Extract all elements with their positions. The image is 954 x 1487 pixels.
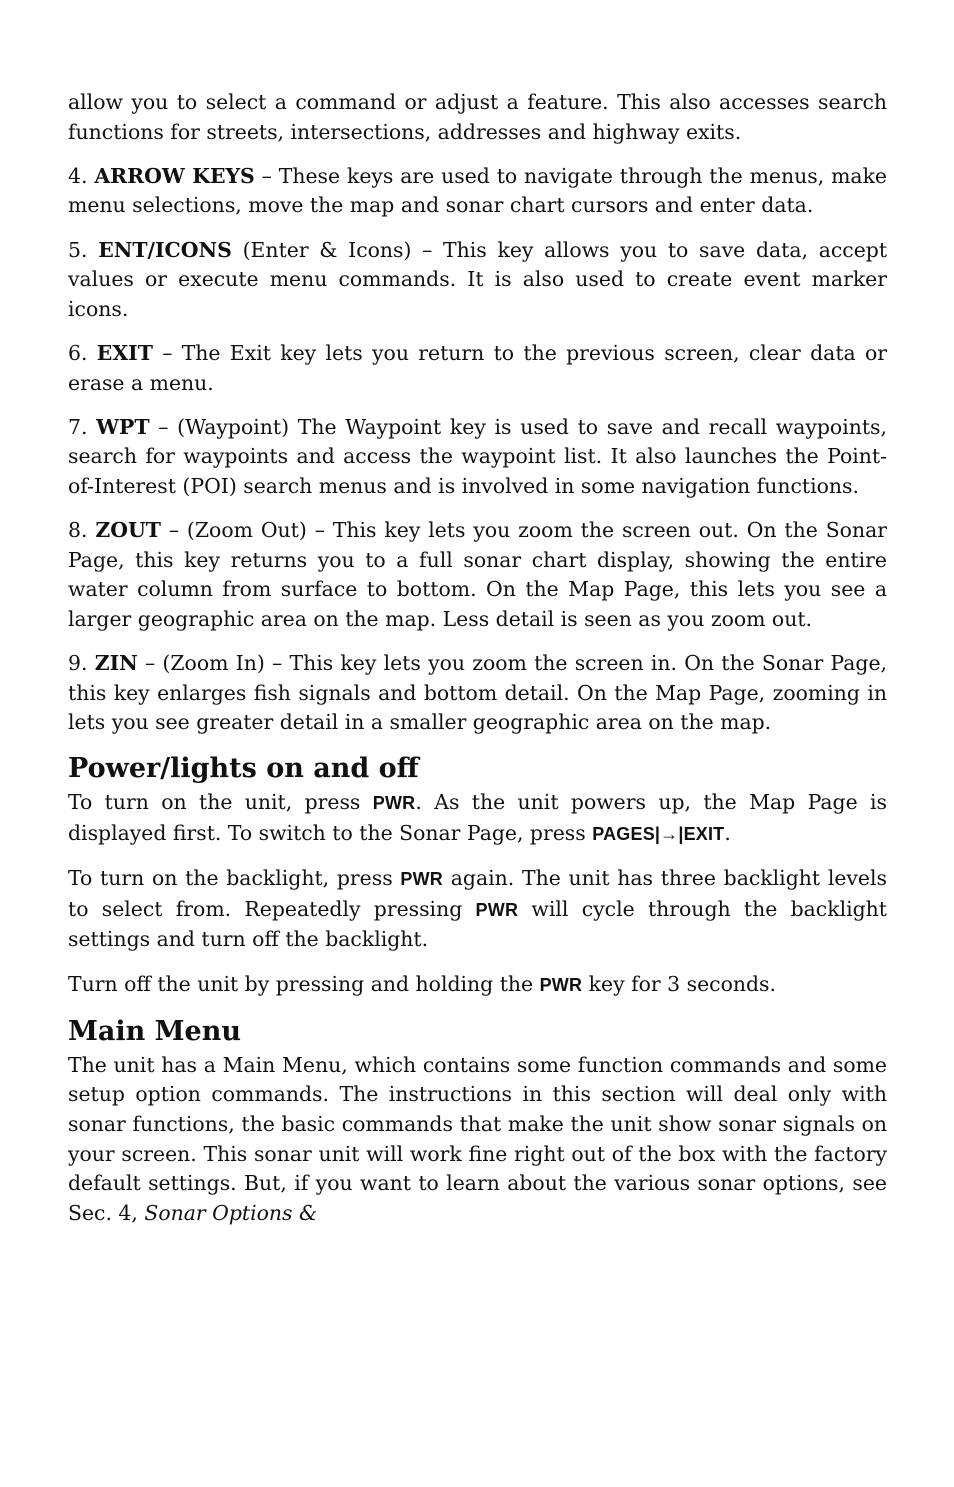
key-item-exit	[68, 339, 887, 398]
key-item-ent-icons	[68, 236, 887, 325]
key-item-term: ENT/ICONS	[98, 237, 232, 262]
key-label-pwr: PWR	[475, 899, 519, 920]
section-heading-main-menu: Main Menu	[68, 1015, 241, 1047]
key-item-description: – The Exit key lets you return to the previous screen, clear data or erase a menu.	[68, 340, 888, 395]
key-item-term: ZOUT	[95, 518, 161, 543]
text-run: To turn on the unit, press	[68, 790, 373, 815]
section-heading-power: Power/lights on and off	[68, 753, 419, 785]
text-run: key for 3 seconds.	[582, 971, 776, 996]
key-item-number: 6.	[68, 340, 88, 365]
key-item-term: EXIT	[96, 340, 153, 365]
key-item-arrow-keys	[68, 162, 887, 221]
intro-paragraph: allow you to select a command or adjust a feature. This also accesses search functions for streets, intersections, addresses and highway exits.	[68, 90, 887, 144]
text-run: .	[724, 821, 731, 846]
text-run: To turn on the backlight, press	[68, 866, 401, 891]
text-run: . As the unit powers up, the Map Page is displayed first. To switch to the Sonar Page, press	[68, 790, 887, 846]
key-item-description: – (Waypoint) The Waypoint key is used to save and recall waypoints, search for waypoints and access the waypoint list. It also launches the Point-of-Interest (POI) search menus and is involved in some navigation functions.	[68, 414, 887, 498]
key-item-description: – (Zoom In) – This key lets you zoom the screen in. On the Sonar Page, this key enlarges fish signals and bottom detail. On the Map Page, zooming in lets you see greater detail in a smaller geographic area on the map.	[68, 651, 887, 735]
section-reference: Sonar Options &	[144, 1200, 318, 1225]
power-paragraph-1	[68, 788, 887, 849]
text-run: will cycle through the backlight settings and turn off the backlight.	[68, 896, 887, 952]
text-run: Turn off the unit by pressing and holding the	[68, 971, 540, 996]
manual-page	[68, 88, 887, 1243]
power-paragraph-3	[68, 970, 887, 1001]
key-label-pwr: PWR	[400, 869, 444, 890]
key-label-pwr: PWR	[539, 974, 583, 995]
key-item-term: ZIN	[94, 651, 138, 676]
key-item-description: (Enter & Icons) – This key allows you to save data, accept values or execute menu commands. It is also used to create event marker icons.	[68, 237, 888, 321]
key-item-number: 9.	[68, 651, 88, 676]
text-run: again. The unit has three backlight levels to select from. Repeatedly pressing	[68, 866, 887, 921]
key-item-number: 5.	[68, 237, 88, 262]
key-item-description: – (Zoom Out) – This key lets you zoom the screen out. On the Sonar Page, this key returns you to a full sonar chart display, showing the entire water column from surface to bottom. On the Map Page, this lets you see a larger geographic area on the map. Less detail is seen as you zoom out.	[68, 518, 887, 631]
text-run: The unit has a Main Menu, which contains some function commands and some setup option commands. The instructions in this section will deal only with sonar functions, the basic commands that make the unit show sonar signals on your screen. This sonar unit will work fine right out of the box with the factory default settings. But, if you want to learn about the various sonar options, see Sec. 4,	[68, 1052, 887, 1225]
key-sequence-pages-exit: PAGES|→|EXIT	[592, 824, 725, 845]
key-item-term: ARROW KEYS	[94, 163, 255, 188]
key-item-wpt	[68, 413, 887, 502]
key-item-number: 7.	[68, 414, 88, 439]
main-menu-paragraph	[68, 1051, 887, 1229]
key-item-term: WPT	[96, 414, 150, 439]
key-item-number: 4.	[68, 163, 88, 188]
key-item-number: 8.	[68, 518, 88, 543]
key-label-pwr: PWR	[372, 793, 416, 814]
key-item-zout	[68, 516, 887, 634]
key-item-description: – These keys are used to navigate through the menus, make menu selections, move the map and sonar chart cursors and enter data.	[68, 163, 887, 218]
power-paragraph-2	[68, 864, 887, 955]
key-item-zin	[68, 649, 887, 738]
